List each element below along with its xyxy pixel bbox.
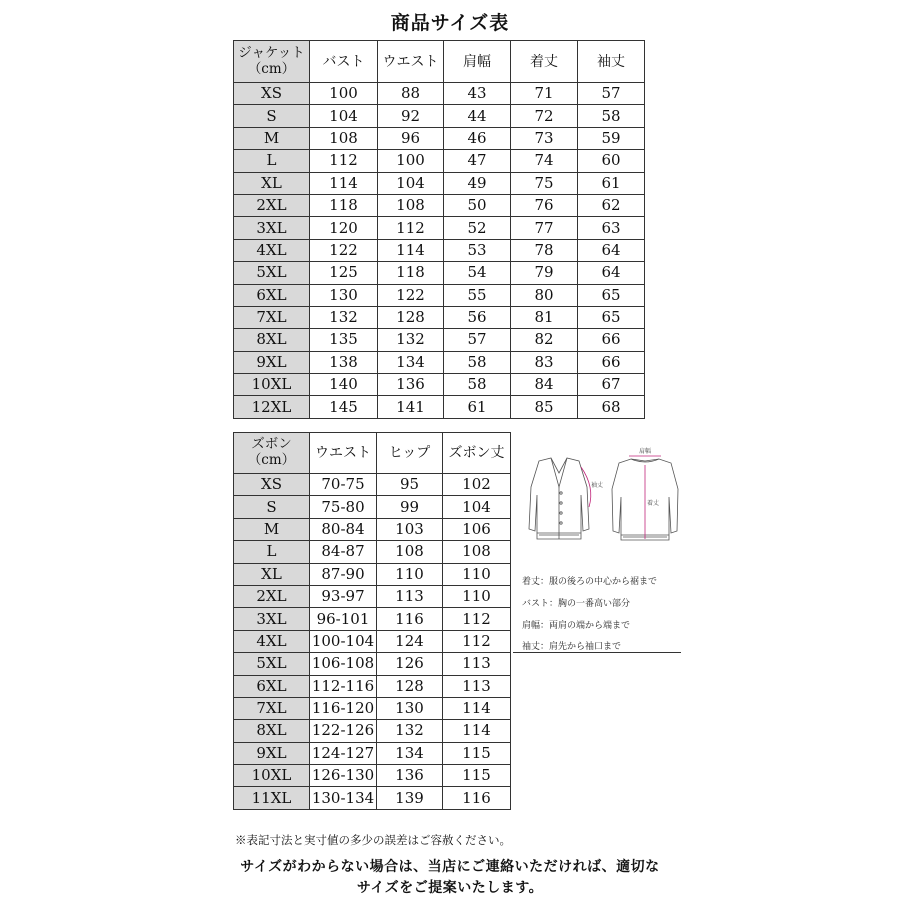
measurement-cell: 112-116 [310, 675, 377, 697]
size-label-cell: 3XL [234, 217, 310, 239]
measurement-cell: 60 [578, 150, 645, 172]
measurement-cell: 44 [444, 105, 511, 127]
measurement-cell: 132 [310, 306, 378, 328]
size-label-cell: 9XL [234, 351, 310, 373]
measurement-cell: 55 [444, 284, 511, 306]
measurement-cell: 64 [578, 239, 645, 261]
measurement-cell: 116-120 [310, 697, 377, 719]
measurement-cell: 116 [377, 608, 443, 630]
table-row [234, 329, 645, 351]
table-row [234, 262, 645, 284]
measurement-cell: 124 [377, 630, 443, 652]
measurement-cell: 145 [310, 396, 378, 418]
size-label-cell: 10XL [234, 374, 310, 396]
measurement-cell: 112 [310, 150, 378, 172]
garment-measurement-diagram [515, 447, 680, 549]
size-label-cell: S [234, 496, 310, 518]
measurement-cell: 112 [443, 608, 511, 630]
measurement-cell: 115 [443, 742, 511, 764]
size-label-cell: M [234, 518, 310, 540]
table-row [234, 217, 645, 239]
footer-line-2: サイズをご提案いたします。 [356, 880, 544, 896]
jacket-column-header: バスト [310, 41, 378, 83]
measurement-cell: 108 [378, 194, 444, 216]
footer-line-1: サイズがわからない場合は、当店にご連絡いただければ、適切な [240, 859, 660, 875]
size-label-cell: 8XL [234, 329, 310, 351]
measurement-cell: 126-130 [310, 765, 377, 787]
table-row [234, 105, 645, 127]
measurement-cell: 64 [578, 262, 645, 284]
measurement-cell: 57 [444, 329, 511, 351]
measurement-cell: 118 [310, 194, 378, 216]
measurement-cell: 74 [511, 150, 578, 172]
measurement-cell: 81 [511, 306, 578, 328]
size-label-cell: 6XL [234, 675, 310, 697]
table-row [234, 541, 511, 563]
measurement-cell: 93-97 [310, 585, 377, 607]
size-label-cell: M [234, 127, 310, 149]
measurement-cell: 84-87 [310, 541, 377, 563]
measurement-cell: 138 [310, 351, 378, 373]
size-label-cell: 6XL [234, 284, 310, 306]
measurement-cell: 96 [378, 127, 444, 149]
measurement-cell: 66 [578, 351, 645, 373]
measurement-cell: 61 [444, 396, 511, 418]
table-row [234, 518, 511, 540]
measurement-cell: 102 [443, 474, 511, 496]
measurement-cell: 59 [578, 127, 645, 149]
measurement-cell: 139 [377, 787, 443, 809]
table-row [234, 675, 511, 697]
size-label-cell: XS [234, 83, 310, 105]
pants-column-header: ズボン丈 [443, 433, 511, 474]
measurement-cell: 85 [511, 396, 578, 418]
measurement-cell: 134 [378, 351, 444, 373]
measurement-cell: 140 [310, 374, 378, 396]
legend-item-sleeve: 袖丈：肩先から袖口まで [522, 642, 622, 652]
jacket-column-header: 袖丈 [578, 41, 645, 83]
measurement-cell: 50 [444, 194, 511, 216]
pants-corner-header [234, 433, 310, 474]
measurement-cell: 79 [511, 262, 578, 284]
jacket-header-row [234, 41, 645, 83]
measurement-cell: 126 [377, 653, 443, 675]
measurement-cell: 92 [378, 105, 444, 127]
measurement-cell: 73 [511, 127, 578, 149]
table-row [234, 496, 511, 518]
table-row [234, 697, 511, 719]
size-label-cell: 12XL [234, 396, 310, 418]
size-label-cell: L [234, 541, 310, 563]
size-label-cell: 9XL [234, 742, 310, 764]
measurement-cell: 136 [377, 765, 443, 787]
measurement-cell: 122 [378, 284, 444, 306]
table-row [234, 563, 511, 585]
measurement-cell: 113 [443, 675, 511, 697]
table-row [234, 194, 645, 216]
measurement-cell: 49 [444, 172, 511, 194]
table-row [234, 83, 645, 105]
measurement-cell: 80 [511, 284, 578, 306]
measurement-cell: 113 [443, 653, 511, 675]
measurement-cell: 63 [578, 217, 645, 239]
measurement-cell: 114 [443, 697, 511, 719]
measurement-cell: 65 [578, 306, 645, 328]
measurement-cell: 47 [444, 150, 511, 172]
page-title: 商品サイズ表 [390, 12, 510, 34]
table-row [234, 172, 645, 194]
table-row [234, 474, 511, 496]
table-row [234, 127, 645, 149]
measurement-cell: 100 [378, 150, 444, 172]
measurement-cell: 120 [310, 217, 378, 239]
size-label-cell: 4XL [234, 239, 310, 261]
measurement-cell: 124-127 [310, 742, 377, 764]
measurement-cell: 104 [378, 172, 444, 194]
measurement-cell: 88 [378, 83, 444, 105]
size-label-cell: XL [234, 563, 310, 585]
measurement-cell: 58 [578, 105, 645, 127]
size-label-cell: 2XL [234, 194, 310, 216]
jacket-corner-header [234, 41, 310, 83]
table-row [234, 585, 511, 607]
legend-item-bust: バスト：胸の一番高い部分 [522, 599, 631, 609]
measurement-cell: 68 [578, 396, 645, 418]
table-row [234, 306, 645, 328]
measurement-cell: 108 [377, 541, 443, 563]
diagram-label-shoulder: 肩幅 [639, 448, 652, 455]
size-label-cell: 11XL [234, 787, 310, 809]
measurement-cell: 113 [377, 585, 443, 607]
measurement-cell: 130-134 [310, 787, 377, 809]
measurement-cell: 61 [578, 172, 645, 194]
jacket-column-header: 肩幅 [444, 41, 511, 83]
measurement-cell: 75 [511, 172, 578, 194]
measurement-cell: 110 [443, 563, 511, 585]
measurement-cell: 104 [310, 105, 378, 127]
measurement-cell: 72 [511, 105, 578, 127]
measurement-cell: 125 [310, 262, 378, 284]
size-label-cell: 7XL [234, 697, 310, 719]
measurement-cell: 122-126 [310, 720, 377, 742]
cardigan-front-illustration [529, 458, 589, 539]
table-row [234, 150, 645, 172]
size-label-cell: 2XL [234, 585, 310, 607]
table-row [234, 608, 511, 630]
measurement-cell: 114 [443, 720, 511, 742]
table-row [234, 765, 511, 787]
measurement-cell: 87-90 [310, 563, 377, 585]
measurement-cell: 134 [377, 742, 443, 764]
jacket-corner-unit: （cm） [247, 60, 296, 77]
measurement-arrows [559, 451, 661, 539]
measurement-cell: 53 [444, 239, 511, 261]
size-label-cell: 5XL [234, 262, 310, 284]
measurement-cell: 52 [444, 217, 511, 239]
pants-corner-label: ズボン [251, 436, 292, 453]
measurement-cell: 114 [310, 172, 378, 194]
measurement-cell: 62 [578, 194, 645, 216]
measurement-cell: 132 [377, 720, 443, 742]
measurement-cell: 100-104 [310, 630, 377, 652]
measurement-cell: 96-101 [310, 608, 377, 630]
measurement-cell: 106-108 [310, 653, 377, 675]
measurement-cell: 132 [378, 329, 444, 351]
measurement-cell: 78 [511, 239, 578, 261]
size-label-cell: XS [234, 474, 310, 496]
measurement-cell: 70-75 [310, 474, 377, 496]
size-label-cell: XL [234, 172, 310, 194]
pants-column-header: ヒップ [377, 433, 443, 474]
diagram-label-length: 着丈 [647, 500, 660, 507]
measurement-cell: 114 [378, 239, 444, 261]
measurement-cell: 58 [444, 351, 511, 373]
measurement-cell: 100 [310, 83, 378, 105]
measurement-cell: 66 [578, 329, 645, 351]
table-row [234, 374, 645, 396]
legend-divider [513, 652, 681, 653]
size-label-cell: 4XL [234, 630, 310, 652]
table-row [234, 284, 645, 306]
measurement-cell: 110 [443, 585, 511, 607]
measurement-cell: 103 [377, 518, 443, 540]
measurement-cell: 99 [377, 496, 443, 518]
table-row [234, 653, 511, 675]
measurement-cell: 112 [378, 217, 444, 239]
measurement-cell: 130 [310, 284, 378, 306]
measurement-cell: 130 [377, 697, 443, 719]
measurement-cell: 116 [443, 787, 511, 809]
jacket-column-header: 着丈 [511, 41, 578, 83]
measurement-cell: 67 [578, 374, 645, 396]
legend-item-shoulder: 肩幅：両肩の端から端まで [522, 621, 631, 631]
jacket-column-header: ウエスト [378, 41, 444, 83]
pants-column-header: ウエスト [310, 433, 377, 474]
measurement-cell: 83 [511, 351, 578, 373]
measurement-cell: 108 [310, 127, 378, 149]
measurement-cell: 115 [443, 765, 511, 787]
table-row [234, 720, 511, 742]
measurement-cell: 80-84 [310, 518, 377, 540]
size-label-cell: 3XL [234, 608, 310, 630]
measurement-cell: 65 [578, 284, 645, 306]
measurement-cell: 112 [443, 630, 511, 652]
measurement-cell: 104 [443, 496, 511, 518]
table-row [234, 630, 511, 652]
size-label-cell: S [234, 105, 310, 127]
measurement-cell: 108 [443, 541, 511, 563]
measurement-cell: 106 [443, 518, 511, 540]
measurement-cell: 43 [444, 83, 511, 105]
pants-corner-unit: （cm） [247, 452, 296, 468]
measurement-cell: 84 [511, 374, 578, 396]
measurement-cell: 71 [511, 83, 578, 105]
pants-header-row [234, 433, 511, 474]
measurement-cell: 128 [377, 675, 443, 697]
jacket-size-table [233, 40, 645, 419]
size-label-cell: 5XL [234, 653, 310, 675]
measurement-cell: 82 [511, 329, 578, 351]
measurement-cell: 58 [444, 374, 511, 396]
legend-item-length: 着丈：服の後ろの中心から裾まで [522, 577, 658, 587]
measurement-cell: 77 [511, 217, 578, 239]
measurement-cell: 95 [377, 474, 443, 496]
size-label-cell: 10XL [234, 765, 310, 787]
size-label-cell: 7XL [234, 306, 310, 328]
jacket-corner-label: ジャケット [238, 44, 305, 61]
table-row [234, 396, 645, 418]
measurement-cell: 141 [378, 396, 444, 418]
size-label-cell: L [234, 150, 310, 172]
measurement-note: ※表記寸法と実寸値の多少の誤差はご容赦ください。 [235, 833, 511, 847]
measurement-cell: 46 [444, 127, 511, 149]
measurement-cell: 57 [578, 83, 645, 105]
measurement-cell: 136 [378, 374, 444, 396]
measurement-cell: 118 [378, 262, 444, 284]
table-row [234, 351, 645, 373]
table-row [234, 787, 511, 809]
measurement-cell: 128 [378, 306, 444, 328]
pants-size-table [233, 432, 511, 810]
measurement-cell: 75-80 [310, 496, 377, 518]
measurement-cell: 122 [310, 239, 378, 261]
measurement-cell: 76 [511, 194, 578, 216]
measurement-cell: 135 [310, 329, 378, 351]
measurement-cell: 110 [377, 563, 443, 585]
table-row [234, 239, 645, 261]
measurement-cell: 56 [444, 306, 511, 328]
diagram-label-sleeve: 袖丈 [591, 482, 604, 489]
size-label-cell: 8XL [234, 720, 310, 742]
table-row [234, 742, 511, 764]
measurement-cell: 54 [444, 262, 511, 284]
